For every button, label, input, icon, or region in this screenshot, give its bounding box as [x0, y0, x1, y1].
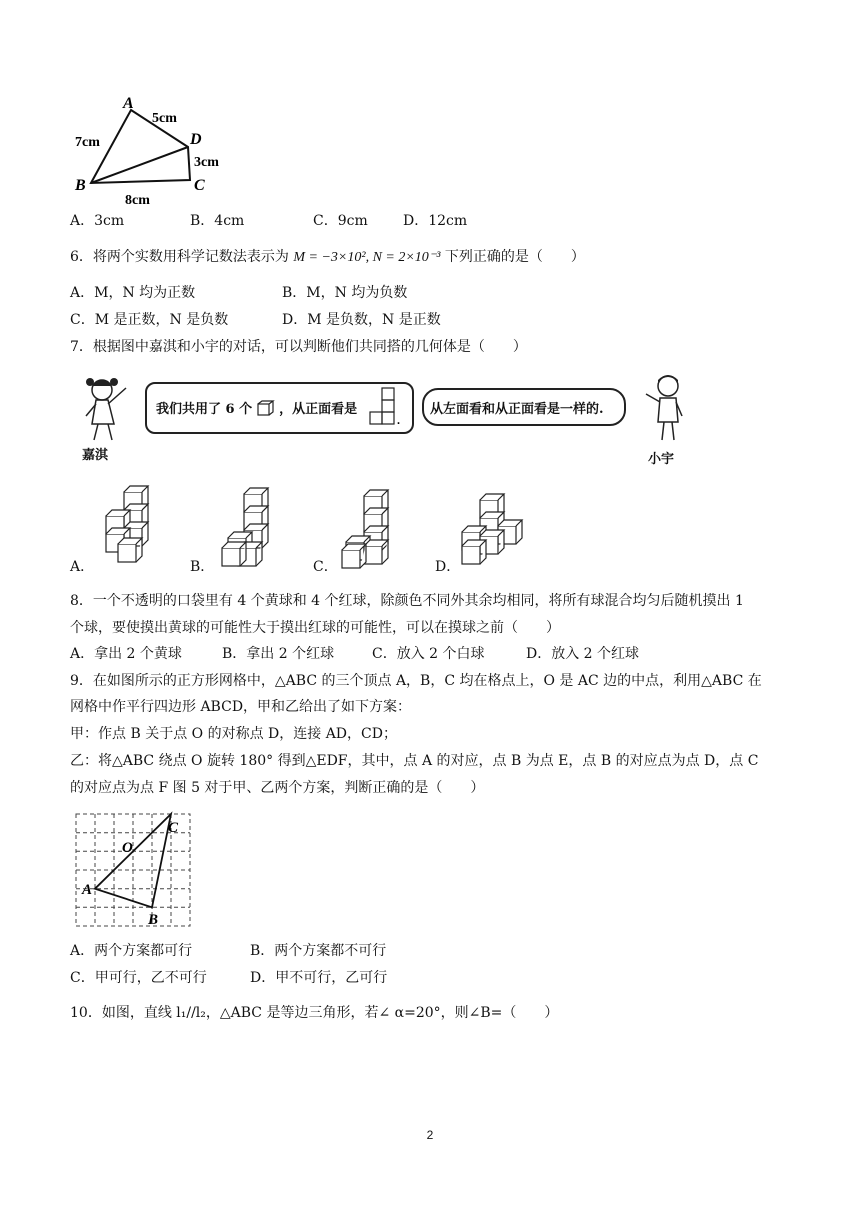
q7-bubble-left-text: [156, 398, 357, 417]
q5-option-c: C．9cm: [313, 213, 368, 229]
q8-option-c: C．放入 2 个白球: [372, 646, 485, 662]
page-number: 2: [426, 1128, 434, 1142]
q6-stem: [70, 248, 585, 267]
q9-label-O: O: [122, 840, 133, 856]
q9-grid-figure: [72, 810, 196, 930]
solid-option-a: [106, 486, 148, 562]
q9-label-A: A: [82, 882, 93, 898]
q6-prefix: 6．将两个实数用科学记数法表示为: [70, 249, 289, 265]
q5-label-C: C: [194, 177, 205, 194]
q9-line-3: 甲：作点 B 关于点 O 的对称点 D，连接 AD，CD；: [70, 726, 397, 742]
q7-option-a: A．: [70, 559, 95, 575]
solid-option-b: [222, 488, 268, 566]
q9-label-C: C: [168, 820, 179, 836]
q5-option-d: D．12cm: [403, 213, 468, 229]
q7-dialogue-figure: [70, 368, 710, 467]
q8-option-d: D．放入 2 个红球: [526, 646, 640, 662]
front-view-icon: [366, 386, 402, 428]
q5-side-BC: 8cm: [125, 193, 150, 206]
q7-option-c: C．: [313, 559, 338, 575]
q7-option-d: D．: [435, 559, 461, 575]
q8-line-1: 8．一个不透明的口袋里有 4 个黄球和 4 个红球，除颜色不同外其余均相同，将所有球混合均匀后随机摸出 1: [70, 593, 744, 609]
q7-bubble-right-text: 从左面看和从正面看是一样的.: [430, 402, 604, 417]
q7-name-left: 嘉淇: [82, 448, 109, 463]
q7-name-right: 小宇: [648, 452, 675, 467]
q7-bubble-left-a: 我们共用了 6 个: [156, 402, 253, 417]
q8-option-b: B．拿出 2 个红球: [222, 646, 335, 662]
q7-stem: 7．根据图中嘉淇和小宇的对话，可以判断他们共同搭的几何体是（ ）: [70, 339, 527, 355]
q8-option-a: A．拿出 2 个黄球: [70, 646, 182, 662]
q6-option-a: A．M，N 均为正数: [70, 285, 196, 301]
q9-option-b: B．两个方案都不可行: [250, 943, 387, 959]
q9-line-4: 乙：将△ABC 绕点 O 旋转 180° 得到△EDF，其中，点 A 的对应，点 B 为点 E，点 B 的对应点为点 D，点 C: [70, 753, 759, 769]
q9-option-a: A．两个方案都可行: [70, 943, 193, 959]
q9-line-1: 9．在如图所示的正方形网格中，△ABC 的三个顶点 A，B，C 均在格点上，O 是 AC 边的中点，利用△ABC 在: [70, 673, 762, 689]
q6-suffix: 下列正确的是（ ）: [444, 249, 585, 265]
q5-label-D: D: [190, 131, 202, 148]
q7-option-b: B．: [190, 559, 215, 575]
q9-line-5: 的对应点为点 F 图 5 对于甲、乙两个方案，判断正确的是（ ）: [70, 780, 485, 796]
q7-bubble-left-b: ，从正面看是: [279, 402, 358, 417]
q9-option-c: C．甲可行，乙不可行: [70, 970, 207, 986]
q6-option-b: B．M，N 均为负数: [282, 285, 408, 301]
solid-option-d: [462, 494, 522, 564]
cube-icon: [257, 400, 275, 416]
q6-option-c: C．M 是正数，N 是负数: [70, 312, 229, 328]
q8-line-2: 个球，要使摸出黄球的可能性大于摸出红球的可能性，可以在摸球之前（ ）: [70, 620, 560, 636]
q5-side-DC: 3cm: [194, 155, 219, 170]
q5-side-AB: 7cm: [75, 135, 100, 150]
girl-jiaqi-icon: [78, 374, 138, 446]
q9-label-B: B: [148, 912, 159, 928]
svg-text:.: .: [397, 413, 400, 427]
q9-line-2: 网格中作平行四边形 ABCD，甲和乙给出了如下方案：: [70, 699, 412, 715]
q5-option-b: B．4cm: [190, 213, 245, 229]
solid-option-c: [342, 490, 388, 568]
q6-expression: M = −3×10², N = 2×10⁻³: [293, 250, 441, 265]
q7-option-solids: [70, 478, 550, 578]
q5-side-AD: 5cm: [152, 111, 177, 126]
q5-quadrilateral-figure: [70, 94, 240, 206]
q6-option-d: D．M 是负数，N 是正数: [282, 312, 441, 328]
q5-label-A: A: [123, 95, 134, 112]
boy-xiaoyu-icon: [642, 372, 692, 446]
q5-label-B: B: [75, 177, 86, 194]
q10-stem: 10．如图，直线 l₁//l₂，△ABC 是等边三角形，若∠ α=20°，则∠B=（ ）: [70, 1005, 559, 1021]
q9-option-d: D．甲不可行，乙可行: [250, 970, 388, 986]
q5-option-a: A．3cm: [70, 213, 125, 229]
